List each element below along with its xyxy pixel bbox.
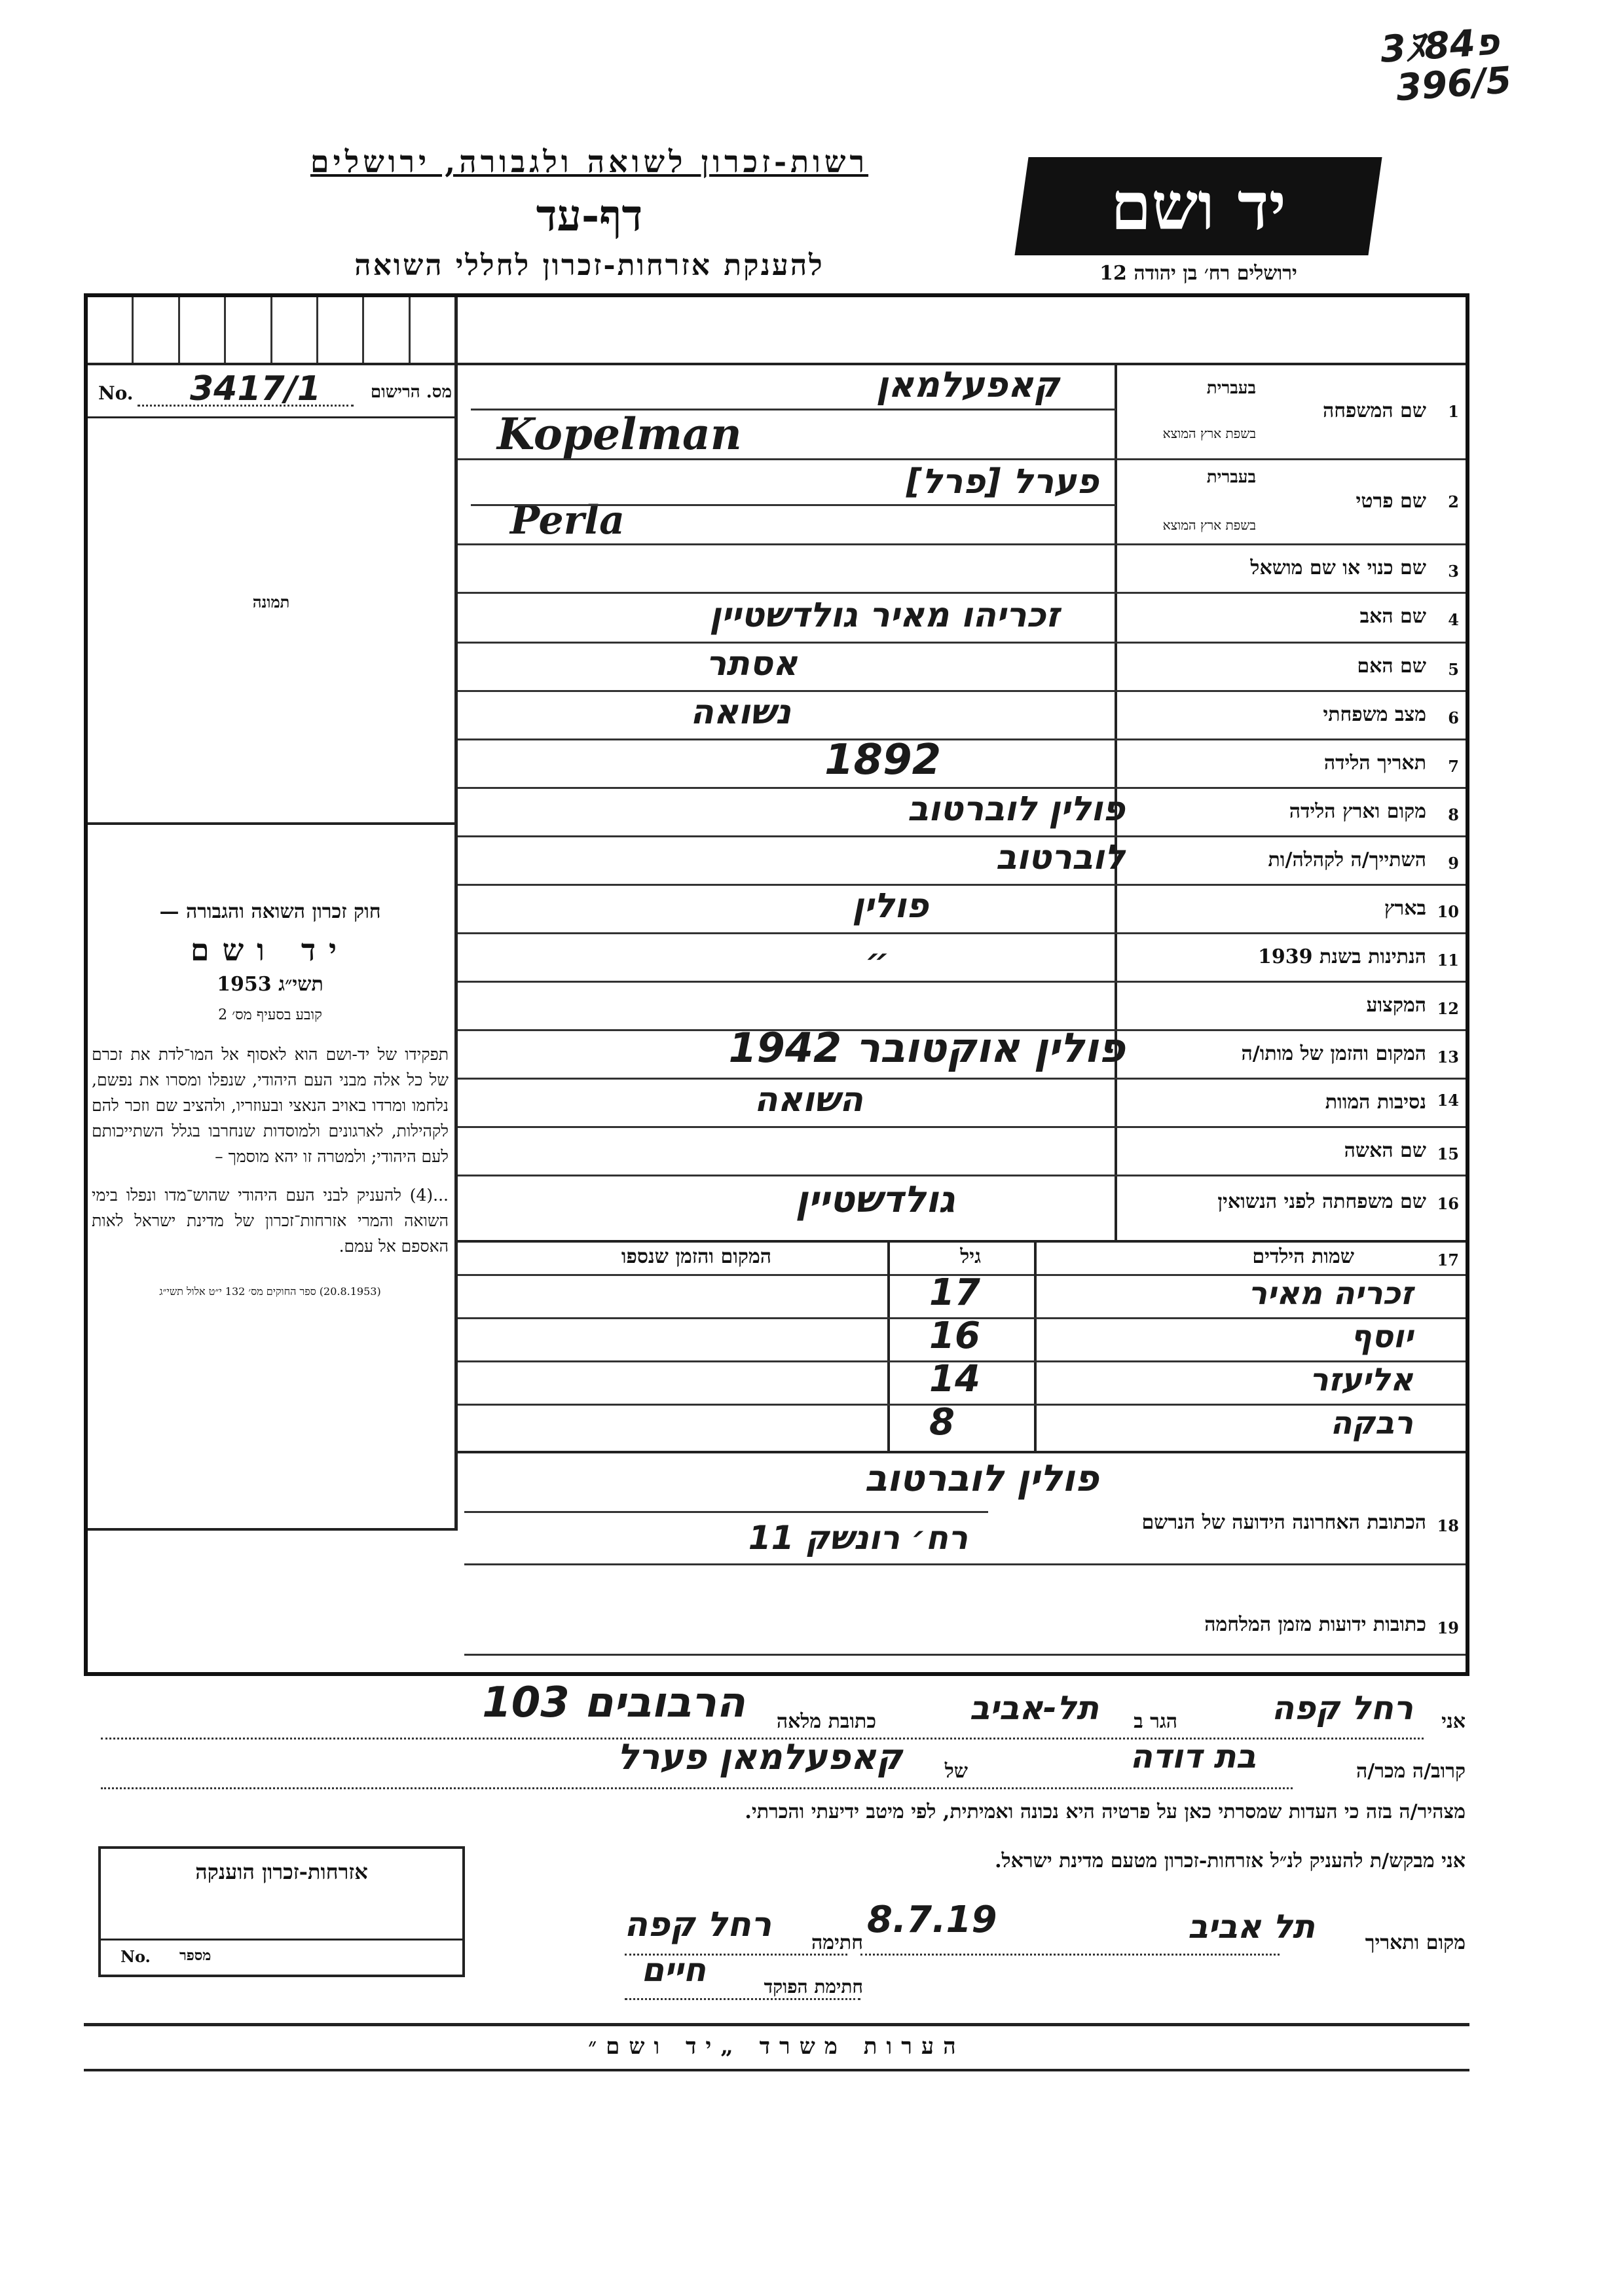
decl-lives-label: הגר ב [1134,1710,1177,1733]
remarks-title: הערות משרד „יד ושם״ [588,2033,965,2060]
field-num: 11 [1437,951,1459,970]
field-value-native: Kopelman [497,409,742,460]
field-row-4 [458,592,1466,644]
law-paragraph-2: ...(4) להעניק לבני העם היהודי שהוש־מדו ונפלו בימי השואה והמרי אזרחות־זכרון של מדינת ישראל לאות האספם אל עמם. [92,1186,449,1256]
child-name: רבקה [1330,1405,1413,1442]
field-label: שם האשה [1344,1139,1426,1162]
child-name: זכריה מאיר [1248,1275,1413,1312]
decl-signature-label: חתימה [811,1931,863,1954]
field-value: 1892 [824,736,942,784]
registration-no-label: No. [98,382,134,404]
field-num: 5 [1448,660,1459,679]
decl-address-value: הרבובים 103 [482,1679,745,1727]
field-num: 3 [1448,562,1459,581]
field-row-3 [458,543,1466,594]
decl-place-line [860,1954,1280,1956]
field-sub-he: בעברית [1206,467,1256,487]
decl-place-value: תל אביב [1188,1908,1315,1946]
field-num: 1 [1448,402,1459,421]
field-num: 16 [1437,1194,1459,1213]
citizenship-no-label: No. [120,1947,151,1966]
field-num: 12 [1437,999,1459,1018]
field-value-he: פערל [פרל] [906,462,1099,501]
field-midline [471,504,1116,506]
remarks-top-line [84,2023,1469,2026]
child-age: 17 [929,1271,980,1314]
field-value: פולין לוברטוב [908,790,1125,829]
children-age-header: גיל [960,1245,981,1268]
field-value: זכריהו מאיר גולדשטיין [709,596,1060,635]
law-section: קובע בסעיף מס׳ 2 [218,1007,322,1023]
decl-lives-value: תל-אביב [969,1689,1099,1727]
field-label: בארץ [1384,897,1426,920]
field-row-14 [458,1078,1466,1128]
citizenship-row [101,1939,462,1975]
field-label: שם כנוי או שם מושאל [1250,556,1426,579]
decl-of-label: של [944,1760,968,1783]
decl-date-value: 8.7.19 [867,1899,997,1941]
field-row-10 [458,884,1466,934]
field-num: 4 [1448,610,1459,629]
field-value: השואה [754,1080,863,1120]
child-row [458,1360,1466,1406]
form-title: דף-עד [536,190,643,241]
child-age: 16 [929,1315,980,1357]
top-boxes [88,297,454,363]
field-row-5 [458,642,1466,692]
decl-relation-value: בת דודה [1130,1738,1256,1776]
children-num: 17 [1437,1250,1459,1269]
field-value-he: קאפעלמאן [876,364,1060,405]
field-value: פולין [852,886,929,926]
registration-label: מס. הרישום [370,382,452,402]
address-section [458,1453,1466,1669]
field-row-13 [458,1024,1466,1080]
citizenship-box [98,1846,465,1977]
left-column-bottom [88,1528,458,1531]
decl-address-label: כתובת מלאה [776,1710,876,1733]
photo-label: תמונה [252,592,290,611]
field-row-7 [458,738,1466,789]
decl-signature-value: רחל קפה [624,1905,771,1944]
field-label: המקום והזמן של מותו/ה [1241,1042,1426,1065]
field-label: שם המשפחה [1322,399,1426,422]
child-row [458,1271,1466,1319]
logo-text: יד ושם [1111,168,1286,245]
field-num: 8 [1448,805,1459,824]
field-label: שם פרטי [1356,490,1426,513]
decl-ani: אני [1441,1710,1466,1733]
child-age: 8 [929,1401,955,1444]
field-row-15 [458,1126,1466,1176]
field-value: ״ [865,941,889,981]
field-row-8 [458,787,1466,837]
law-citation: (20.8.1953) ספר החוקים מס׳ 132 י״ט אלול תשי״ג [159,1285,381,1298]
decl-officer-line [625,1998,860,2000]
registration-underline [138,405,354,407]
citizenship-number-label: מספר [179,1947,212,1964]
field-sub-native: בשפת ארץ המוצא [1162,426,1256,441]
field-value: גולדשטיין [795,1178,955,1221]
field-sub-he: בעברית [1206,378,1256,398]
child-row [458,1401,1466,1447]
field-num: 9 [1448,854,1459,873]
field-row-11 [458,932,1466,983]
logo-address: ירושלים רח׳ בן יהודה 12 [1099,262,1297,285]
field-value: נשואה [690,693,791,732]
form-subtitle: להענקת אזרחות-זכרון לחללי השואה [354,249,824,282]
address-19-line [464,1654,1466,1656]
field-num: 7 [1448,757,1459,776]
corner-note-line2: 396/5 [1394,59,1513,110]
field-label: שם האב [1359,605,1426,628]
registration-line [88,416,454,418]
field-num: 2 [1448,492,1459,511]
decl-name: רחל קפה [1271,1689,1413,1727]
address-19-num: 19 [1437,1618,1459,1637]
field-label: הנתינות בשנת 1939 [1257,945,1426,968]
field-label: תאריך הלידה [1323,752,1426,774]
child-name: יוסף [1350,1319,1413,1355]
photo-bottom-line [88,822,454,825]
decl-place-date-label: מקום ותאריך [1365,1931,1466,1954]
address-18-value-2: רח׳ רונשק 11 [748,1519,968,1557]
field-sub-native: בשפת ארץ המוצא [1162,517,1256,533]
remarks-mid-line [84,2069,1469,2071]
field-num: 14 [1437,1091,1459,1110]
field-num: 15 [1437,1144,1459,1163]
law-year: תשי״ג 1953 [217,973,323,996]
field-num: 6 [1448,708,1459,727]
address-19-label: כתובות ידועות מזמן המלחמה [1204,1613,1426,1636]
child-age: 14 [929,1358,980,1400]
field-value: אסתר [705,644,798,683]
field-value-native: Perla [510,498,625,543]
field-row-2 [458,458,1466,545]
field-row-9 [458,835,1466,886]
address-18-line-2 [464,1563,1466,1565]
field-value: פולין אוקטובר 1942 [728,1024,1125,1072]
field-row-16 [458,1175,1466,1243]
decl-officer-value: חיים [641,1951,706,1989]
yad-vashem-logo [1014,157,1382,255]
address-18-num: 18 [1437,1516,1459,1535]
field-label: מקום וארץ הלידה [1289,800,1426,823]
decl-line-3: מצהיר/ה בזה כי העדות שמסרתי כאן על פרטיה היא נכונה ואמיתית, לפי מיטב ידיעתי והכרתי. [745,1800,1466,1823]
children-place-header: המקום והזמן שנספו [621,1245,771,1268]
child-row [458,1317,1466,1362]
address-18-label: הכתובת האחרונה הידועה של הנרשם [1141,1511,1426,1534]
children-table [458,1241,1466,1453]
field-row-1 [458,363,1466,460]
address-18-value-1: פולין לוברטוב [864,1457,1099,1500]
law-box [92,900,449,1298]
law-name: יד ושם [190,932,350,968]
decl-of-value: קאפעלמאן פערל [617,1736,902,1777]
address-18-line-1 [464,1511,988,1513]
corner-note-line1: 3ﾇפ84 [1378,20,1501,71]
field-value: לוברטוב [995,838,1125,877]
children-names-header: שמות הילדים [1252,1245,1354,1268]
field-label: שם האם [1357,655,1426,678]
field-label: מצב משפחתי [1323,703,1426,726]
decl-line-4: אני מבקש/ת להעניק לנ״ל אזרחות-זכרון מטעם מדינת ישראל. [995,1850,1466,1872]
registration-no-value: 3417/1 [190,369,321,409]
law-paragraph-1: תפקידו של יד-ושם הוא לאסוף אל המו־לדת את זכרם של כל אלה מבני העם היהודי, שנפלו ומסרו את נפשם, נלחמו ומרדו באויב הנאצי ובעוזריו, ולהציב שם וזכר להם לקהילות, לארגונים ולמוסדות שנחרבו בגלל השתייכותם לעם היהודי; ולמטרה זו יהא מוסמך – [92,1045,449,1166]
field-label: השתייך/ה לקהלה/ות [1268,848,1426,871]
decl-officer-label: חתימת הפוקד [764,1976,863,1997]
field-num: 10 [1437,902,1459,921]
corner-note [1379,22,1513,109]
decl-relative-label: קרוב/ה מכר/ה [1356,1760,1466,1783]
citizenship-title: אזרחות-זכרון הוענקה [195,1859,368,1884]
authority-heading: רשות-זכרון לשואה ולגבורה, ירושלים [310,144,869,179]
field-label: נסיבות המוות [1325,1091,1426,1114]
field-row-6 [458,690,1466,740]
field-label: שם משפחתה לפני הנשואין [1217,1190,1426,1213]
field-midline [471,409,1116,410]
law-title: חוק זכרון השואה והגבורה — [159,900,381,923]
field-num: 13 [1437,1048,1459,1066]
registration-row [98,369,452,412]
child-name: אליעזר [1309,1362,1413,1398]
decl-line-2 [101,1787,1293,1789]
field-label: המקצוע [1366,994,1426,1017]
